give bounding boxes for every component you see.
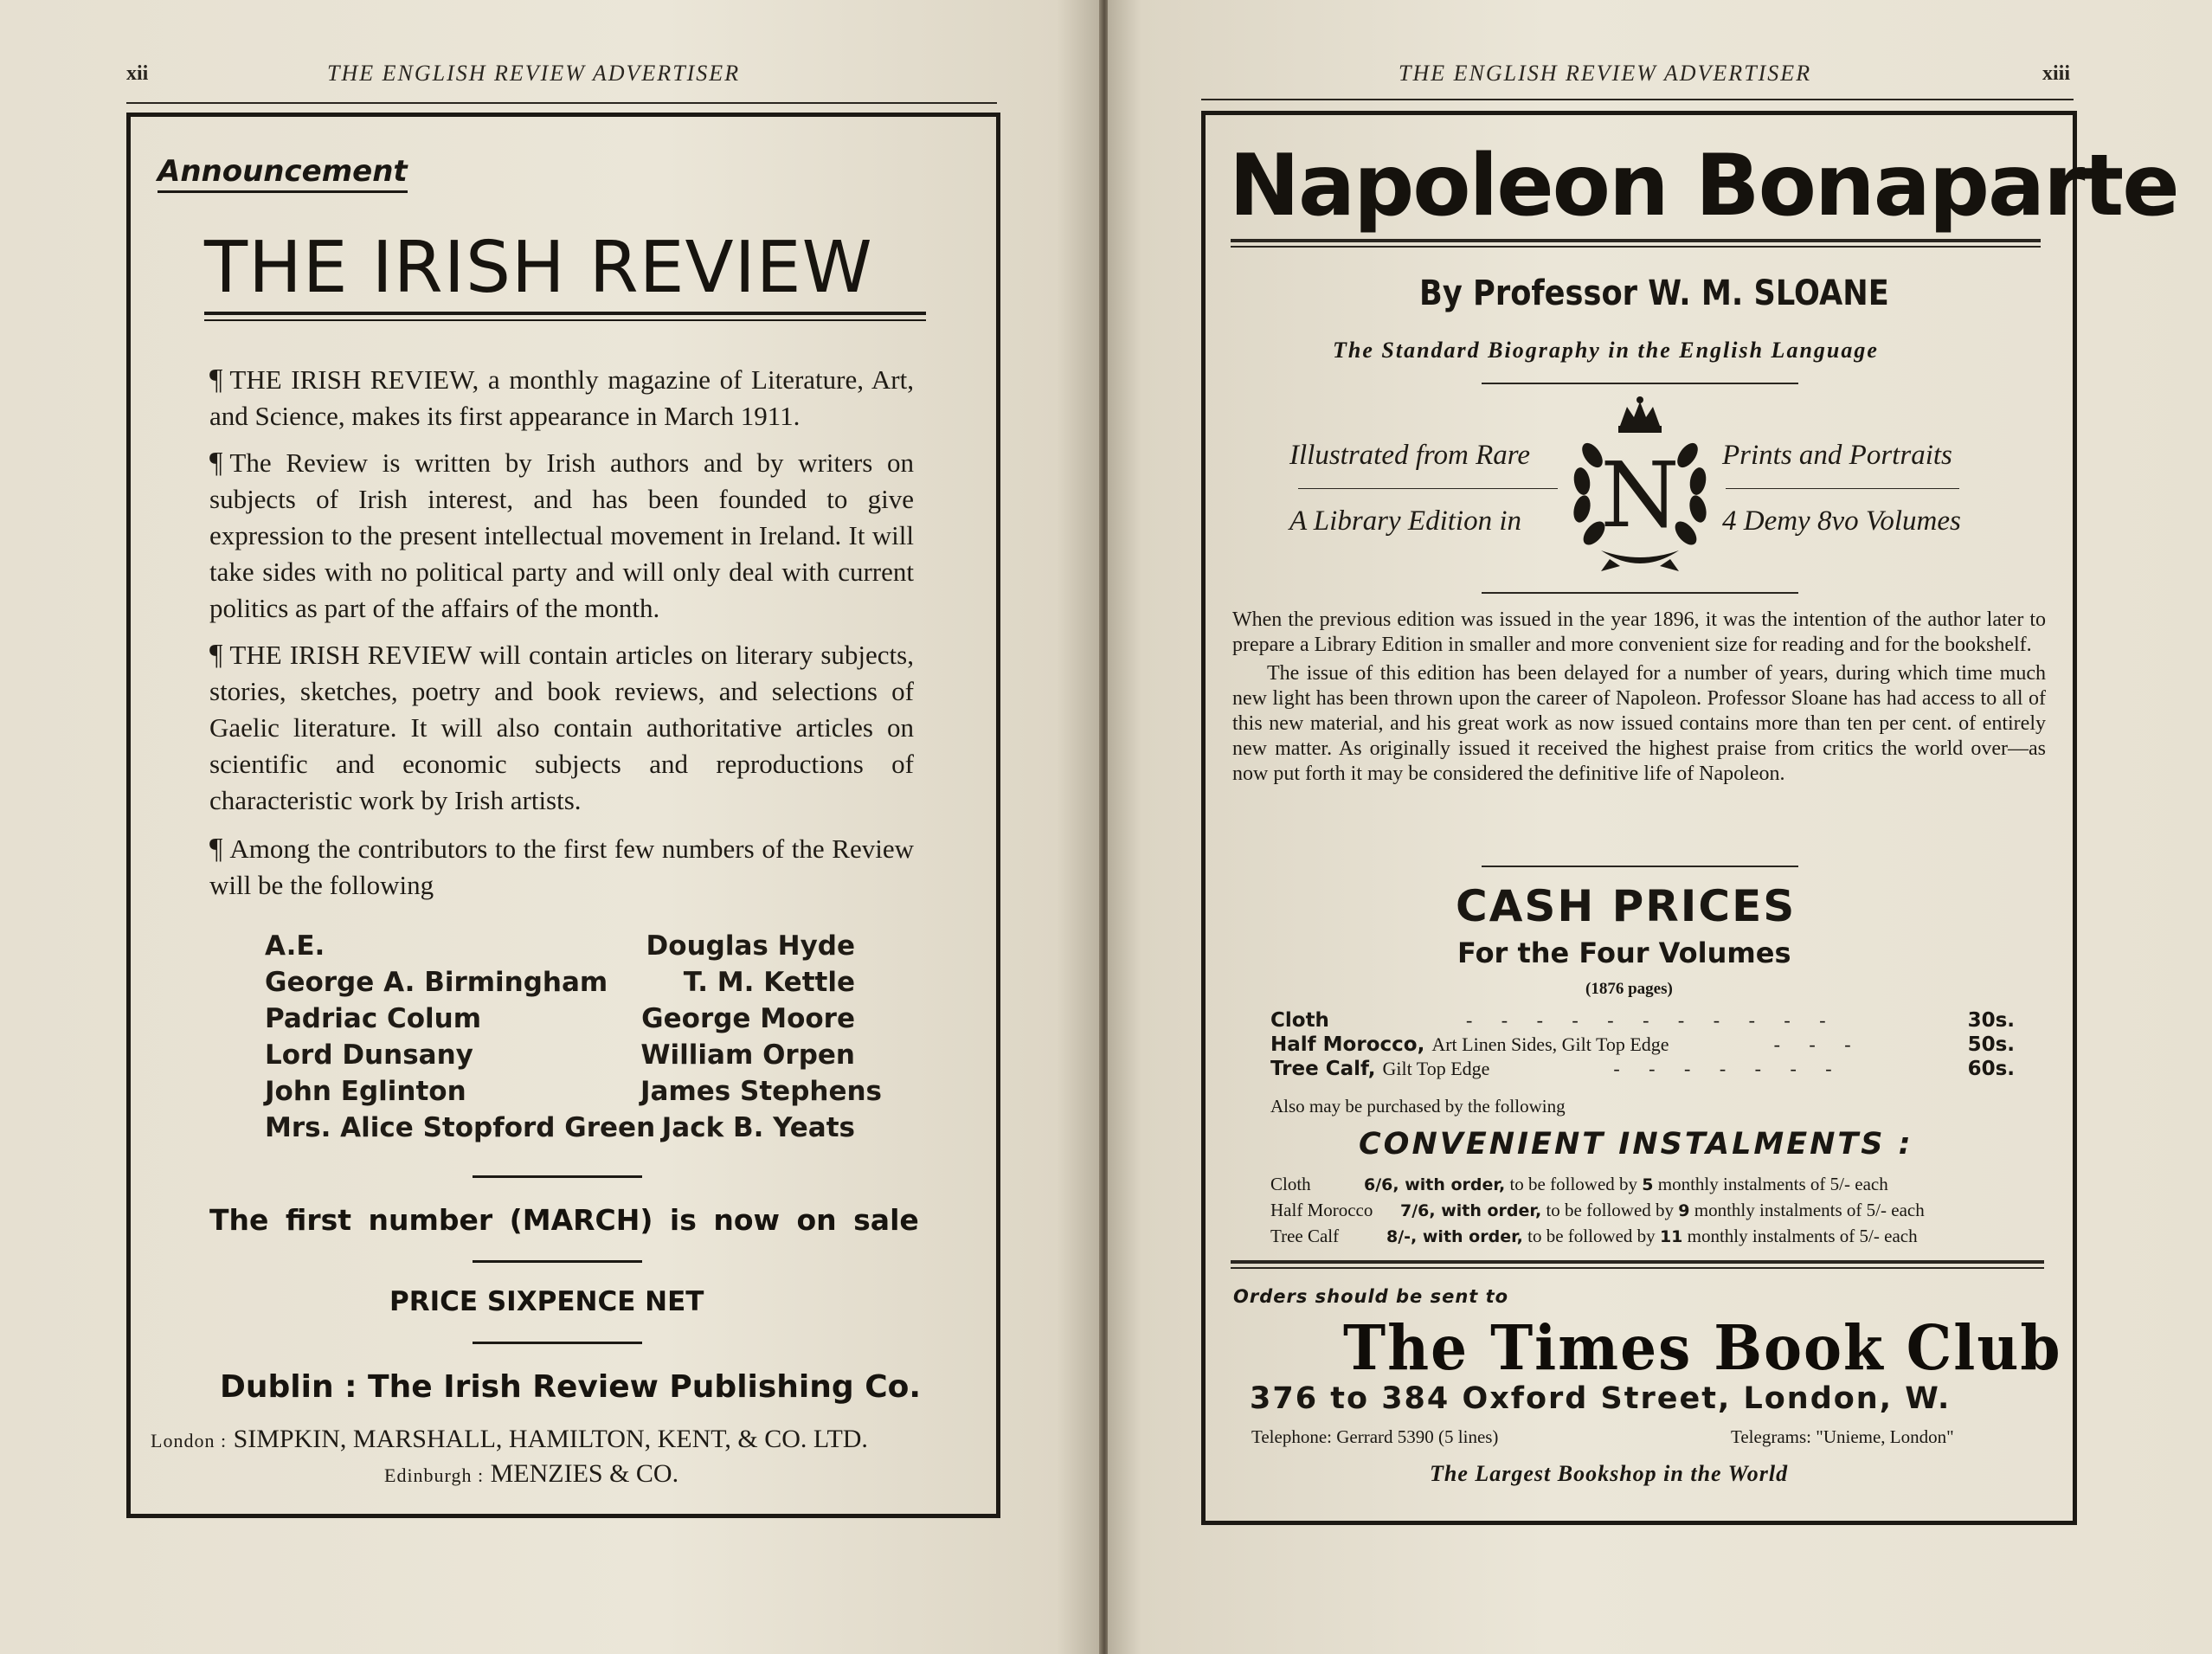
contributor: Mrs. Alice Stopford Green (265, 1112, 656, 1143)
times-book-club-name: The Times Book Club (1343, 1310, 2062, 1385)
instalments-heading: CONVENIENT INSTALMENTS : (1359, 1127, 1913, 1162)
title-rule-thin (204, 319, 926, 321)
page-count: (1876 pages) (1585, 980, 1673, 998)
instalment-row-half-morocco: Half Morocco 7/6, with order, to be followed by 9 monthly instalments of 5/- each (1270, 1200, 1925, 1220)
napoleon-title: Napoleon Bonaparte (1229, 137, 2178, 235)
description-paragraph-1: When the previous edition was issued in the year 1896, it was the intention of the author later to prepare a Library Edition in smaller and more convenient size for reading and for the bookshelf. (1232, 608, 2046, 656)
instalment-row-cloth: Cloth 6/6, with order, to be followed by 5 monthly instalments of 5/- each (1270, 1174, 1888, 1194)
napoleon-crest-icon (1566, 395, 1714, 580)
telephone-line: Telephone: Gerrard 5390 (5 lines) (1251, 1426, 1499, 1447)
edinburgh-agent-line: Edinburgh : MENZIES & CO. (384, 1459, 679, 1488)
title-rule (204, 312, 926, 315)
contributors-right-column (640, 928, 882, 1146)
price-line: PRICE SIXPENCE NET (389, 1286, 704, 1317)
contributor: James Stephens (640, 1076, 882, 1107)
contributor: A.E. (265, 930, 325, 962)
pilcrow-icon: ¶ (209, 447, 223, 479)
paragraph-3: ¶ THE IRISH REVIEW will contain articles on literary subjects, stories, sketches, poetry and book reviews, and selections of Gaelic literature. It will also contain authoritative articles on scientific and economic subjects and reproductions of characteristic work by Irish artists. (209, 639, 914, 815)
left-running-head: THE ENGLISH REVIEW ADVERTISER (327, 61, 741, 86)
description-paragraph-2: The issue of this edition has been delayed for a number of years, during which time much new light has been thrown upon the career of Napoleon. Professor Sloane has had access to all of this new material, and his great work as now issued contains more than ten per cent. of entirely new matter. As originally issued it received the highest praise from critics the world over—as now put forth it may be considered the definitive life of Napoleon. (1232, 662, 2046, 785)
right-head-rule (1201, 99, 2074, 100)
divider (473, 1260, 642, 1263)
illustrated-right-2: 4 Demy 8vo Volumes (1722, 505, 1961, 537)
instalment-row-tree-calf: Tree Calf 8/-, with order, to be followed by 11 monthly instalments of 5/- each (1270, 1226, 1918, 1246)
contributor: William Orpen (640, 1039, 855, 1071)
illustrated-right-1: Prints and Portraits (1722, 440, 1952, 471)
irish-review-title: THE IRISH REVIEW (204, 227, 873, 309)
contributors-left-column (265, 928, 655, 1146)
divider (1482, 592, 1798, 594)
pilcrow-icon: ¶ (209, 639, 223, 671)
paragraph-1: ¶ THE IRISH REVIEW, a monthly magazine of Literature, Art, and Science, makes its first appearance in March 1911. (209, 364, 914, 431)
telegrams-line: Telegrams: "Unieme, London" (1731, 1426, 1954, 1447)
left-folio: xii (126, 62, 149, 85)
title-rule (1231, 239, 2041, 242)
contributor: George A. Birmingham (265, 967, 608, 998)
illustrated-left-2: A Library Edition in (1289, 505, 1521, 537)
right-folio: xiii (2042, 62, 2071, 85)
announcement-label: Announcement (158, 154, 408, 193)
also-purchased-note: Also may be purchased by the following (1270, 1096, 1566, 1117)
title-rule-thin (1231, 246, 2041, 248)
club-address: 376 to 384 Oxford Street, London, W. (1250, 1381, 1952, 1416)
price-row-half-morocco: Half Morocco, Art Linen Sides, Gilt Top Edge - - - 50s. (1270, 1033, 2015, 1056)
subtitle: The Standard Biography in the English Language (1333, 338, 1879, 363)
illustrated-left-1: Illustrated from Rare (1289, 440, 1531, 471)
section-rule (1231, 1260, 2044, 1264)
divider (473, 1175, 642, 1178)
divider (1482, 866, 1798, 867)
first-number-notice: The first number (MARCH) is now on sale (209, 1203, 919, 1237)
largest-bookshop-tagline: The Largest Bookshop in the World (1430, 1461, 1789, 1486)
divider (1298, 488, 1558, 489)
publisher-line: Dublin : The Irish Review Publishing Co. (220, 1369, 922, 1405)
left-head-rule (126, 102, 997, 104)
contributor: John Eglinton (265, 1076, 466, 1107)
price-row-cloth: Cloth - - - - - - - - - - - 30s. (1270, 1009, 2015, 1032)
pilcrow-icon: ¶ (209, 364, 223, 396)
pilcrow-icon: ¶ (209, 833, 223, 865)
divider (473, 1342, 642, 1344)
section-rule-thin (1231, 1267, 2044, 1269)
orders-note: Orders should be sent to (1233, 1286, 1509, 1307)
london-agent-line: London : SIMPKIN, MARSHALL, HAMILTON, KENT, & CO. LTD. (151, 1425, 868, 1453)
contributor: George Moore (641, 1003, 855, 1034)
contributor: Lord Dunsany (265, 1039, 473, 1071)
contributor: Douglas Hyde (646, 930, 855, 962)
contributor: T. M. Kettle (683, 967, 855, 998)
divider (1482, 383, 1798, 384)
right-running-head: THE ENGLISH REVIEW ADVERTISER (1399, 61, 1812, 86)
price-row-tree-calf: Tree Calf, Gilt Top Edge - - - - - - - 60s. (1270, 1058, 2015, 1080)
contributor: Padriac Colum (265, 1003, 482, 1034)
paragraph-4: ¶ Among the contributors to the first few numbers of the Review will be the following (209, 833, 914, 900)
crest-letter: N (1600, 442, 1680, 548)
divider (1726, 488, 1959, 489)
paragraph-2: ¶ The Review is written by Irish authors and by writers on subjects of Irish interest, and has been founded to give expression to the present intellectual movement in Ireland. It will take sides with no political party and will only deal with current politics as part of the affairs of the month. (209, 447, 914, 623)
cash-prices-heading: CASH PRICES (1456, 881, 1797, 931)
napoleon-description (1232, 608, 2046, 787)
contributor: Jack B. Yeats (661, 1112, 855, 1143)
author-byline: By Professor W. M. SLOANE (1419, 274, 1889, 313)
four-volumes-heading: For the Four Volumes (1457, 936, 1791, 969)
